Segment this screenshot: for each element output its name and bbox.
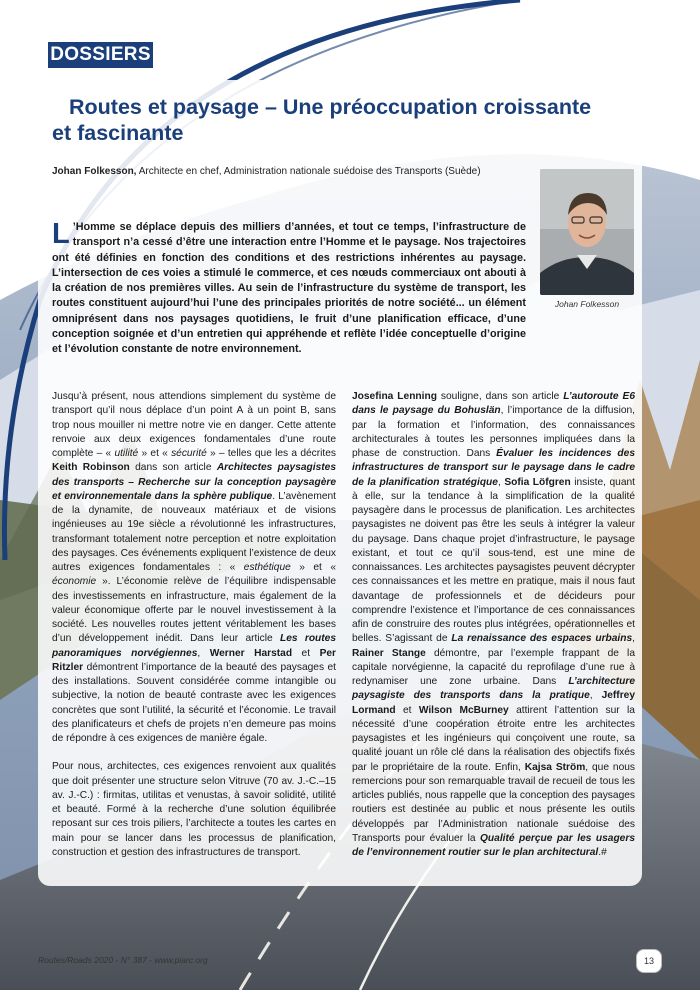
body-paragraph: Jusqu’à présent, nous attendions simplement du système de transport qu’il nous déplace d’un point A à un point B, sans trop nous mouiller ni mettre notre vie en danger. Cette attente renvoie aux deux exigences fondamentales d’une route complète – « utilité » et « sécurité » – telles que les a décrites Keith Robinson dans son article Architectes paysagistes des transports – Recherche sur la conception paysagère et environnementale dans la sphère publique. L’avènement de la dynamite, de nouveaux matériaux et de visions ingénieuses au 19e siècle a révolutionné les infrastructures, transformant totalement notre perception et notre exploitation des paysages. Ces événements expliquent l’existence de deux autres exigences fondamentales : « esthétique » et « économie ». L’économie relève de l’équilibre indispensable des investissements en infrastructure, mais également de la valeur économique offerte par le nouvel investissement à la société. Les nouvelles routes jettent véritablement les bases d’un développement inédit. Dans leur article Les routes panoramiques norvégiennes, Werner Harstad et Per Ritzler démontrent l’importance de la beauté des paysages et des installations. Souvent considérée comme intangible ou subjective, la notion de beauté contraste avec les exigences concrètes que sont l’utilité, la sécurité et l’économie. Le travail des planificateurs et chefs de projets n’en demeure pas moins de répondre à ces exigences de manière égale. — [52, 391, 337, 744]
article-ref: Les routes panoramiques norvégiennes — [52, 633, 336, 659]
author-ref: Per Ritzler — [52, 647, 336, 673]
author-ref: Werner Harstad — [209, 647, 293, 659]
author-role: Architecte en chef, Administration nationale suédoise des Transports (Suède) — [136, 166, 481, 177]
author-ref: Rainer Stange — [352, 647, 426, 659]
page-number: 13 — [636, 949, 662, 973]
body-column-right — [352, 390, 635, 860]
author-ref: Jeffrey Lormand — [352, 690, 635, 716]
drop-cap: L — [52, 218, 70, 250]
article-ref: La renaissance des espaces urbains — [451, 633, 633, 645]
author-ref: Kajsa Ström — [524, 761, 586, 773]
lead-text: ’Homme se déplace depuis des milliers d’années, et tout ce temps, l’infrastructure de transport n’a cessé d’être une interaction entre l’Homme et le paysage. Nos trajectoires ont été définies en fonction des conditions et des restrictions inhérentes au paysage. L’intersection de ces voies a stimulé le commerce, et ces nœuds commerciaux ont abouti à la création de nos premières villes. Au sein de l’infrastructure du système de transport, les routes constituent aujourd’hui l’une des principales priorités de notre société... un élément omniprésent dans nos paysages quotidiens, le fruit d’une planification efficace, d’une conception soignée et d’un entretien qui appréhende et reflète l’idée conceptuelle d’origine et l’évolution constante de notre environnement. — [52, 221, 526, 356]
author-ref: Josefina Lenning — [352, 391, 437, 402]
author-ref: Wilson McBurney — [418, 704, 509, 716]
article-ref: L’architecture paysagiste des transports dans la pratique — [352, 676, 635, 702]
article-title-line-2: et fascinante — [52, 121, 184, 145]
article-ref: L’autoroute E6 dans le paysage du Bohuslän — [352, 391, 636, 417]
author-ref: Keith Robinson — [52, 462, 130, 474]
article-title — [52, 94, 642, 146]
footer-citation: Routes/Roads 2020 - N° 387 - www.piarc.org — [38, 955, 208, 965]
author-line — [52, 165, 522, 178]
article-ref: Architectes paysagistes des transports – Recherche sur la conception paysagère et environnementale dans la sphère publique — [52, 462, 336, 502]
article-title-line-1: Routes et paysage – Une préoccupation croissante — [69, 95, 592, 119]
author-name: Johan Folkesson, — [52, 166, 137, 177]
body-paragraph: Pour nous, architectes, ces exigences renvoient aux qualités que doit présenter une structure selon Vitruve (70 av. J.-C.–15 av. J.-C.) : firmitas, utilitas et venustas, à savoir solidité, utilité et beauté. Formé à la recherche d’une solution équilibrée reposant sur ces trois piliers, l’architecte a toutes les cartes en main pour se lancer dans les processus de planification, construction et gestion des infrastructures de transport. — [52, 761, 336, 858]
body-column-left — [52, 390, 336, 860]
photo-caption: Johan Folkesson — [554, 299, 620, 309]
article-ref: Évaluer les incidences des infrastructures de transport sur le paysage dans le cadre de la planification stratégique — [352, 448, 635, 488]
lead-paragraph — [52, 220, 526, 358]
body-paragraph: Josefina Lenning souligne, dans son article L’autoroute E6 dans le paysage du Bohuslän, l’importance de la diffusion, par la formation et l’information, des connaissances architecturales à toutes les personnes impliquées dans la phase de construction. Dans Évaluer les incidences des infrastructures de transport sur le paysage dans le cadre de la planification stratégique, Sofia Löfgren insiste, quant à elle, sur la tendance à la simplification de la qualité paysagère dans le processus de planification. Les architectes paysagistes ne doivent pas être les seuls à intégrer la valeur du paysage. Dans chaque projet d’infrastructure, le paysage existant, et tout ce qu’il sous-tend, est une mine de connaissances. Les architectes paysagistes peuvent décrypter ces connaissances et les mettre en pratique, mais il nous faut davantage de professionnels et de décideurs pour comprendre l’existence et l’importance de ces connaissances afin de construire des routes plus intégrées, opérationnelles et belles. S’agissant de La renaissance des espaces urbains, Rainer Stange démontre, par l’exemple frappant de la capitale norvégienne, la capacité du reprofilage d’une rue à redynamiser une zone urbaine. Dans L’architecture paysagiste des transports dans la pratique, Jeffrey Lormand et Wilson McBurney attirent l’attention sur la nécessité d’une coopération étroite entre les architectes paysagistes et les ingénieurs qui conçoivent une route, sa qualité jouant un rôle clé dans la réalisation des objectifs fixés par le propriétaire de la route. Enfin, Kajsa Ström, que nous remercions pour son remarquable travail de recueil de tous les articles publiés, nous rappelle que la conception des paysages routiers est destinée au public et nous présente les outils développés par l’Administration nationale suédoise des Transports pour évaluer la Qualité perçue par les usagers de l’environnement routier sur le plan architectural.# — [352, 391, 636, 858]
author-ref: Sofia Löfgren — [504, 476, 571, 488]
author-photo — [540, 169, 634, 295]
article-ref: Qualité perçue par les usagers de l’environnement routier sur le plan architectural — [352, 832, 635, 858]
section-tag: DOSSIERS — [48, 42, 153, 68]
